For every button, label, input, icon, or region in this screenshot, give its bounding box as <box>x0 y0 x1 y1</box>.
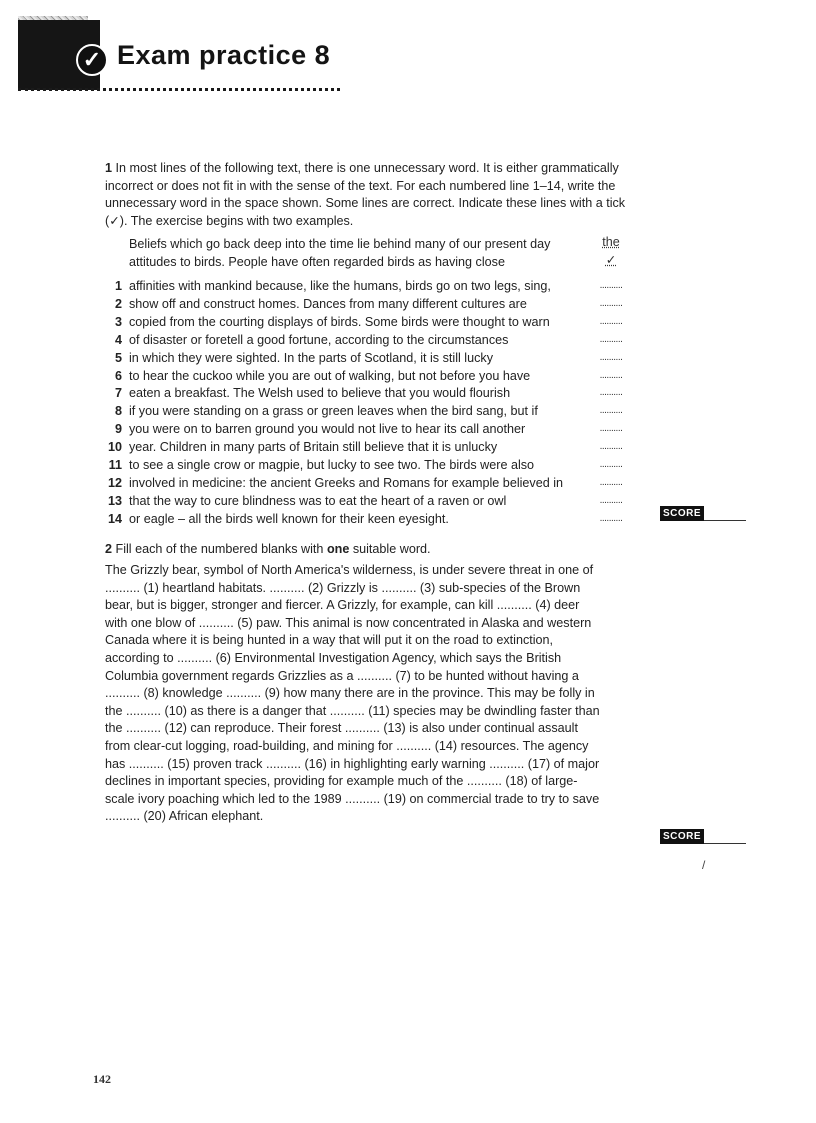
answer-blank[interactable]: .......... <box>599 459 623 470</box>
line-text: if you were standing on a grass or green leaves when the bird sang, but if <box>129 404 538 419</box>
line-number: 12 <box>107 475 122 490</box>
line-number: 6 <box>114 368 122 383</box>
exercise-2-instruction-after: suitable word. <box>352 542 431 556</box>
pencil-mark: / <box>702 858 706 872</box>
exercise-1-number: 1 <box>105 161 113 175</box>
line-text: eaten a breakfast. The Welsh used to believe that you would flourish <box>129 386 511 401</box>
line-number: 11 <box>108 458 122 472</box>
line-number: 9 <box>114 422 122 437</box>
exercise-2-instruction-bold: one <box>326 542 350 556</box>
line-number: 13 <box>107 493 122 508</box>
page-number: 142 <box>93 1072 111 1086</box>
line-text: year. Children in many parts of Britain still believe that it is unlucky <box>129 440 498 455</box>
answer-blank[interactable]: .......... <box>599 369 623 381</box>
line-text: in which they were sighted. In the parts of Scotland, it is still lucky <box>129 350 493 365</box>
line-number: 2 <box>114 296 122 311</box>
answer-blank[interactable]: .......... <box>599 494 623 506</box>
title-underline <box>18 88 340 91</box>
example-line-1: Beliefs which go back deep into the time lie behind many of our present day <box>129 237 551 251</box>
score-line-2 <box>704 843 746 844</box>
line-number: 3 <box>114 314 122 329</box>
example-answer-2: ✓ <box>605 253 617 267</box>
exercise-2-instructions <box>105 541 635 559</box>
line-number: 4 <box>114 332 122 347</box>
score-badge-1: SCORE <box>660 506 704 521</box>
answer-blank[interactable]: .......... <box>599 476 623 488</box>
answer-blank[interactable]: .......... <box>599 315 623 327</box>
example-answer-1: the <box>602 235 620 249</box>
answer-blank[interactable]: .......... <box>599 512 623 524</box>
line-number: 8 <box>114 404 122 419</box>
answer-blank[interactable]: .......... <box>599 405 623 417</box>
line-text: affinities with mankind because, like the humans, birds go on two legs, sing, <box>129 279 551 293</box>
check-circle-icon: ✓ <box>76 44 108 76</box>
line-text: you were on to barren ground you would not live to hear its call another <box>129 422 526 437</box>
line-text: copied from the courting displays of birds. Some birds were thought to warn <box>129 314 550 329</box>
exercise-1-instruction-text: In most lines of the following text, there is one unnecessary word. It is either grammatically incorrect or does not fit in with the sense of the text. For each numbered line 1–14, write the unnecessary word in the space shown. Some lines are correct. Indicate these lines with a tick (✓). The exercise begins with two examples. <box>105 161 626 228</box>
line-number: 1 <box>114 279 122 293</box>
line-text: or eagle – all the birds well known for their keen eyesight. <box>129 511 449 526</box>
exercise-1-instructions <box>105 160 635 230</box>
answer-blank[interactable]: .......... <box>599 297 623 309</box>
line-text: of disaster or foretell a good fortune, according to the circumstances <box>129 332 509 347</box>
answer-blank[interactable]: .......... <box>599 441 623 453</box>
exercise-2-instruction-before: Fill each of the numbered blanks with <box>115 542 324 556</box>
line-number: 7 <box>114 386 122 401</box>
example-line-2: attitudes to birds. People have often regarded birds as having close <box>129 255 505 269</box>
answer-blank[interactable]: .......... <box>599 333 623 345</box>
line-number: 5 <box>114 350 122 365</box>
page-title: Exam practice 8 <box>117 40 331 70</box>
line-text: show off and construct homes. Dances from many different cultures are <box>129 296 527 311</box>
line-text: involved in medicine: the ancient Greeks and Romans for example believed in <box>129 475 564 490</box>
exercise-2-passage: The Grizzly bear, symbol of North America's wilderness, is under severe threat in one of .......... (1) heartland habitats. .......... (2) Grizzly is .......... (3) sub-species of the Brown bear, but is bigger, stronger and fiercer. A Grizzly, for example, can kill .......... (4) deer with one blow of .......... (5) paw. This animal is now concentrated in Alaska and western Canada where it is being hunted in a way that will put it on the road to extinction, according to .......... (6) Environmental Investigation Agency, which says the British Columbia government regards Grizzlies as a .......... (7) to be hunted without having a .......... (8) knowledge .......... (9) how many there are in the province. This may be folly in the .......... (10) as there is a danger that .......... (11) species may be dwindling faster than the .......... (12) can reproduce. Their forest .......... (13) is also under continual assault from clear-cut logging, road-building, and mining for .......... (14) resources. The agency has .......... (15) proven track .......... (16) in highlighting early warning .......... (17) of major declines in important species, providing for example much of the .......... (18) of large-scale ivory poaching which led to the 1989 .......... (19) on commercial trade to try to save .......... (20) African elephant. <box>105 563 600 824</box>
line-text: that the way to cure blindness was to eat the heart of a raven or owl <box>129 493 507 508</box>
line-text: to see a single crow or magpie, but lucky to see two. The birds were also <box>129 458 535 472</box>
score-line-1 <box>704 520 746 521</box>
answer-blank[interactable]: .......... <box>599 423 623 435</box>
line-number: 14 <box>107 511 122 526</box>
line-number: 10 <box>107 440 122 455</box>
answer-blank[interactable]: .......... <box>599 280 623 291</box>
line-text: to hear the cuckoo while you are out of walking, but not before you have <box>129 368 531 383</box>
exercise-2-number: 2 <box>105 542 113 556</box>
score-badge-2: SCORE <box>660 829 704 844</box>
answer-blank[interactable]: .......... <box>599 387 623 399</box>
answer-blank[interactable]: .......... <box>599 351 623 363</box>
